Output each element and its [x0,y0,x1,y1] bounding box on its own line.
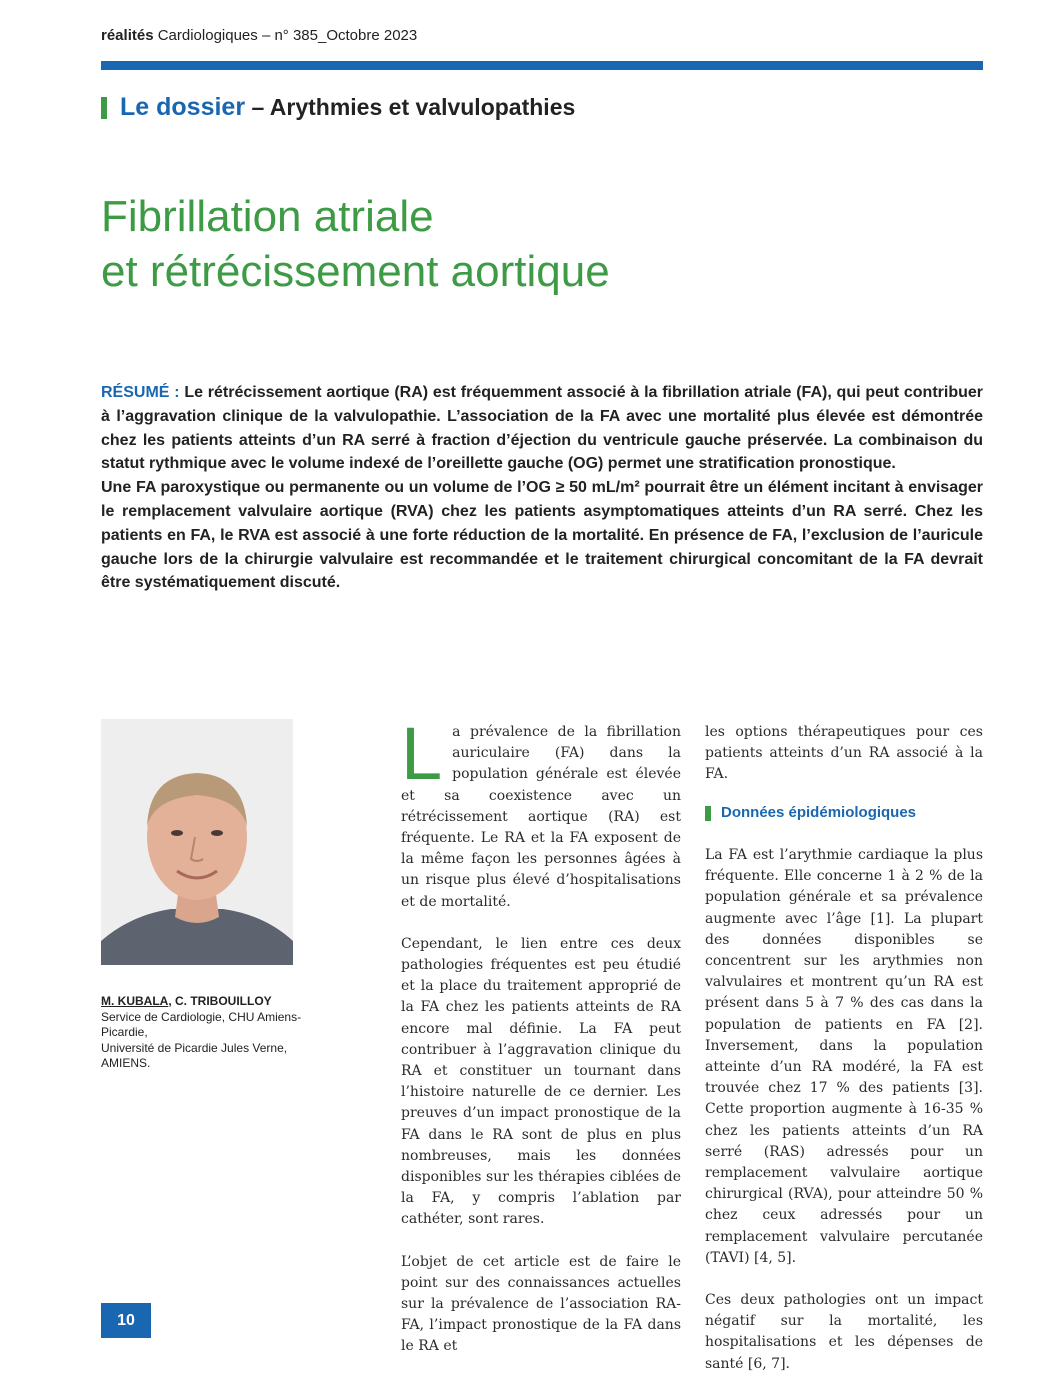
author-photo [101,719,293,965]
abstract-label: RÉSUMÉ : [101,384,180,401]
affiliation-line-3: Université de Picardie Jules Verne, [101,1040,288,1055]
section-marker [101,97,107,119]
top-rule [101,61,983,70]
section-subtitle: – Arythmies et valvulopathies [245,94,576,120]
body-column-right-top [705,722,983,786]
author-names [101,994,321,1010]
section-heading [120,93,575,122]
title-line-2: et rétrécissement aortique [101,247,610,296]
abstract-text-1: Le rétrécissement aortique (RA) est fréquemment associé à la fibrillation atriale (FA), qui peut contribuer à l’aggravation clinique de la valvulopathie. L’association de la FA avec une mortalité plus élevée est démontrée chez les patients atteints d’un RA serré à fraction d’éjection du ventricule gauche préservée. La combinaison du statut rythmique avec le volume indexé de l’oreillette gauche (OG) permet une stratification pronostique. [101,384,983,473]
issue-info: Cardiologiques – n° 385_Octobre 2023 [153,27,418,44]
running-head [101,27,417,44]
abstract-para-1 [101,381,983,476]
subheading-marker [705,806,711,821]
author-block [101,994,321,1072]
drop-cap: L [401,712,443,795]
body-para-1: a prévalence de la fibrillation auriculaire (FA) dans la population générale est élevée et sa coexistence avec un rétrécissement aortique (RA) est fréquente. Le RA et la FA exposent de la même façon les personnes âgées à un risque plus élevé d’hospitalisations et de mortalité. [401,724,681,910]
abstract-para-2: Une FA paroxystique ou permanente ou un volume de l’OG ≥ 50 mL/m² pourrait être un élément incitant à envisager le remplacement valvulaire aortique (RVA) chez les patients asymptomatiques atteints d’un RA serré. Chez les patients en FA, le RVA est associé à une forte réduction de la mortalité. En présence de FA, l’exclusion de l’auricule gauche lors de la chirurgie valvulaire est recommandée et le traitement chirurgical concomitant de la FA devrait être systématiquement discuté. [101,479,983,592]
body-para-6: Ces deux pathologies ont un impact négatif sur la mortalité, les hospitalisations et les dépenses de santé [6, 7]. [705,1292,983,1372]
affiliation-line-2: Picardie, [101,1025,148,1039]
author-name-2: , C. TRIBOUILLOY [168,994,272,1008]
abstract [101,381,983,595]
title-line-1: Fibrillation atriale [101,192,434,241]
body-para-5: La FA est l’arythmie cardiaque la plus fréquente. Elle concerne 1 à 2 % de la population générale et sa prévalence augmente avec l’âge [1]. La plupart des données disponibles se concentrent sur les arythmies non valvulaires et montrent qu’un RA est présent dans 5 à 7 % des cas dans la population de patients en FA [2]. Inversement, dans la population atteinte d’un RA modéré, la FA est trouvée chez 17 % des patients [3]. Cette proportion augmente à 16-35 % chez les patients atteints d’un RA serré (RAS) adressés pour un remplacement valvulaire aortique chirurgical (RVA), pour atteindre 50 % chez ceux adressés pour un remplacement valvulaire percutanée (TAVI) [4, 5]. [705,847,983,1266]
affiliation-line-1: Service de Cardiologie, CHU Amiens- [101,1009,302,1024]
body-column-right [705,845,983,1375]
article-title [101,189,610,299]
author-name-1: M. KUBALA [101,994,169,1008]
section-name: Le dossier [120,93,246,121]
body-column-middle [401,712,681,1358]
body-para-2: Cependant, le lien entre ces deux pathologies fréquentes est peu étudié et la place du traitement approprié de la FA chez les patients atteints de RA encore mal définie. La FA peut contribuer à l’aggravation clinique du RA et constituer un tournant dans l’histoire naturelle de ce dernier. Les preuves d’un impact pronostique de la FA dans le RA sont de plus en plus nombreuses, mais les données disponibles sur les thérapies ciblées de la FA, y compris l’ablation par cathéter, sont rares. [401,935,681,1228]
body-para-3: L’objet de cet article est de faire le point sur des connaissances actuelles sur la prévalence de l’association RA-FA, l’impact pronostique de la FA dans le RA et [401,1253,681,1355]
affiliation-line-4: AMIENS. [101,1056,151,1070]
journal-brand: réalités [101,27,154,44]
body-para-4: les options thérapeutiques pour ces patients atteints d’un RA associé à la FA. [705,724,983,783]
subheading: Données épidémiologiques [721,804,917,821]
author-portrait-image [101,719,293,965]
page-number: 10 [101,1303,151,1338]
